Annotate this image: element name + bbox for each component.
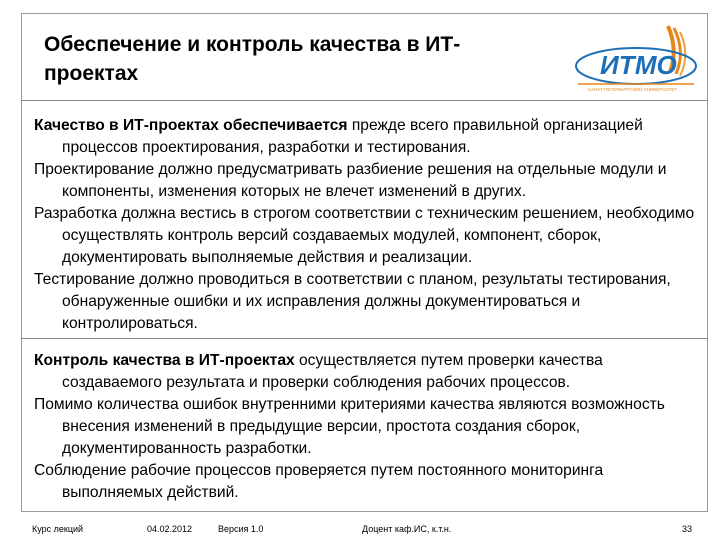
paragraph-text: Разработка должна вестись в строгом соответствии с техническим решением, необходимо осуществлять контроль версий создаваемых модулей, компонент, сборок, документировать выполняемые действия и реализации. xyxy=(34,205,695,266)
paragraph-text: Помимо количества ошибок внутренними критериями качества являются возможность внесения изменений в предыдущие версии, простота создания сборок, документированность разработки. xyxy=(34,396,665,457)
footer-date: 04.02.2012 xyxy=(147,524,193,534)
slide-title-line2: проектах xyxy=(44,62,139,85)
paragraph xyxy=(34,203,706,269)
slide-title-line1: Обеспечение и контроль качества в ИТ- xyxy=(44,33,461,56)
paragraph-text: Тестирование должно проводиться в соответствии с планом, результаты тестирования, обнаруженные ошибки и их исправления должны документироваться и контролироваться. xyxy=(34,271,671,332)
slide-content xyxy=(34,115,706,504)
paragraph-text: осуществляется путем проверки качества создаваемого результата и проверки соблюдения рабочих процессов. xyxy=(62,352,603,391)
footer-page-number: 33 xyxy=(682,524,693,534)
slide-title xyxy=(44,30,564,88)
logo-text: ИТМО xyxy=(600,50,677,80)
footer-author: Доцент каф.ИС, к.т.н. xyxy=(362,524,452,534)
footer-version: Версия 1.0 xyxy=(218,524,264,534)
paragraph xyxy=(34,350,706,394)
title-divider xyxy=(21,100,708,101)
paragraph xyxy=(34,269,706,335)
footer-course: Курс лекций xyxy=(32,524,84,534)
paragraph-text: Проектирование должно предусматривать разбиение решения на отдельные модули и компоненты, изменения которых не влечет изменений в других. xyxy=(34,161,667,200)
section-quality-control xyxy=(34,350,706,504)
paragraph xyxy=(34,394,706,460)
paragraph-lead: Качество в ИТ-проектах обеспечивается xyxy=(34,117,348,134)
paragraph-lead: Контроль качества в ИТ-проектах xyxy=(34,352,295,369)
itmo-logo-graphic xyxy=(570,22,698,94)
section-quality-assurance xyxy=(34,115,706,335)
paragraph-text: Соблюдение рабочие процессов проверяется путем постоянного мониторинга выполняемых действий. xyxy=(34,462,604,501)
paragraph xyxy=(34,115,706,159)
paragraph xyxy=(34,159,706,203)
paragraph xyxy=(34,460,706,504)
logo-subtitle: САНКТ-ПЕТЕРБУРГСКИЙ УНИВЕРСИТЕТ xyxy=(588,87,678,92)
paragraph-text: прежде всего правильной организацией процессов проектирования, разработки и тестирования. xyxy=(62,117,643,156)
itmo-logo xyxy=(570,22,698,94)
